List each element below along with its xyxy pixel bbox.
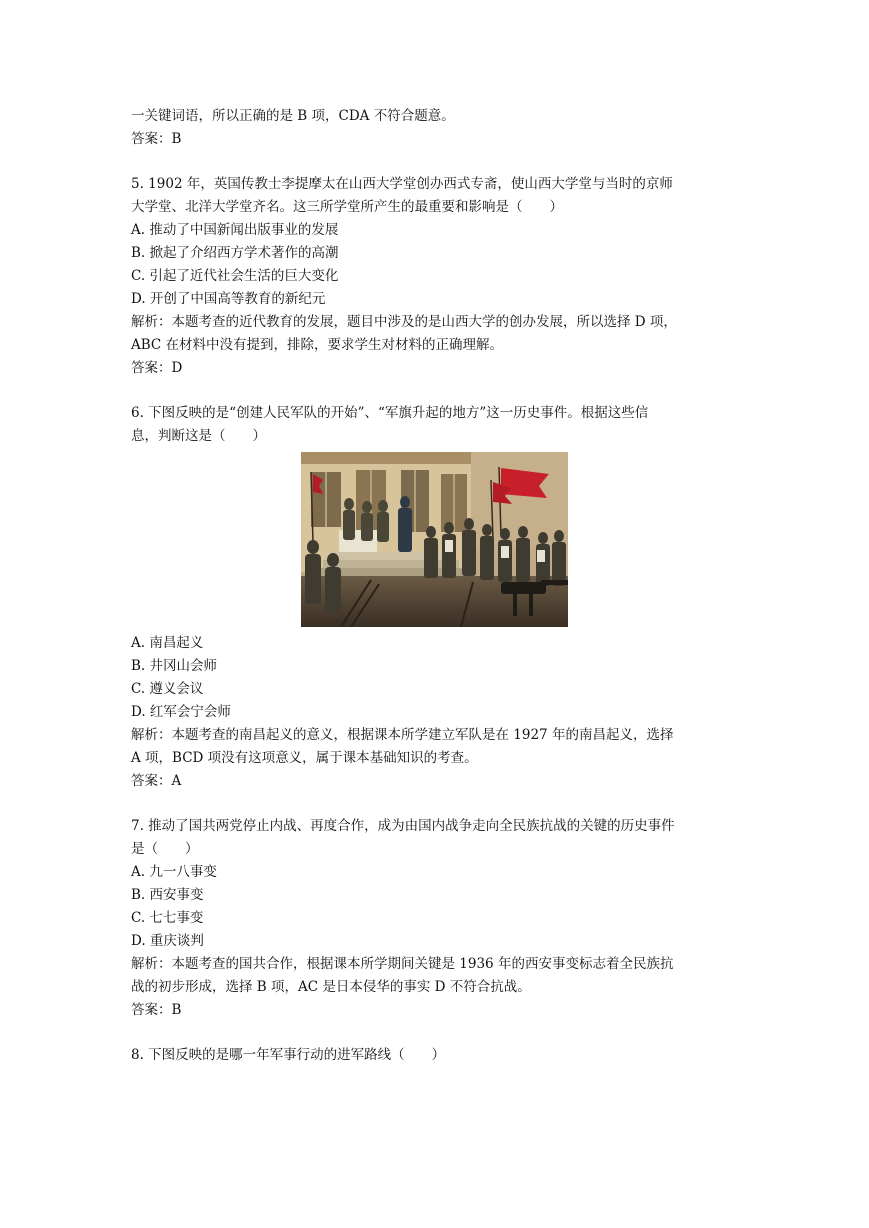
answer-line: 答案：D — [131, 360, 183, 376]
question-stem-line: 是（ ） — [131, 841, 199, 857]
intro-answer: 答案：B — [131, 131, 182, 147]
analysis-line: 解析：本题考查的近代教育的发展，题目中涉及的是山西大学的创办发展，所以选择 D 项， — [131, 314, 677, 330]
question-stem-line: 8. 下图反映的是哪一年军事行动的进军路线（ ） — [131, 1047, 446, 1063]
option-b: B. 掀起了介绍西方学术著作的高潮 — [131, 245, 339, 261]
option-c: C. 遵义会议 — [131, 681, 204, 697]
question-stem-line: 5. 1902 年，英国传教士李提摩太在山西大学堂创办西式专斋，使山西大学堂与当时的京师 — [131, 176, 673, 192]
question-stem-line: 息，判断这是（ ） — [131, 428, 266, 444]
question-8 — [131, 1044, 739, 1067]
analysis-line: 解析：本题考查的国共合作，根据课本所学期间关键是 1936 年的西安事变标志着全民族抗 — [131, 956, 674, 972]
answer-line: 答案：A — [131, 773, 182, 789]
option-d: D. 开创了中国高等教育的新纪元 — [131, 291, 326, 307]
analysis-line: 战的初步形成，选择 B 项，AC 是日本侵华的事实 D 不符合抗战。 — [131, 979, 531, 995]
question-stem-line: 7. 推动了国共两党停止内战、再度合作，成为由国内战争走向全民族抗战的关键的历史事件 — [131, 818, 675, 834]
option-a: A. 推动了中国新闻出版事业的发展 — [131, 222, 339, 238]
question-6 — [131, 402, 739, 793]
option-d: D. 红军会宁会师 — [131, 704, 231, 720]
option-c: C. 引起了近代社会生活的巨大变化 — [131, 268, 339, 284]
option-a: A. 九一八事变 — [131, 864, 217, 880]
analysis-line: ABC 在材料中没有提到，排除，要求学生对材料的正确理解。 — [131, 337, 504, 353]
option-a: A. 南昌起义 — [131, 635, 204, 651]
option-b: B. 井冈山会师 — [131, 658, 218, 674]
question-7 — [131, 815, 739, 1022]
analysis-line: A 项，BCD 项没有这项意义，属于课本基础知识的考查。 — [131, 750, 478, 766]
intro-tail: 一关键词语，所以正确的是 B 项，CDA 不符合题意。 — [131, 108, 455, 124]
question-5 — [131, 173, 739, 380]
nanchang-uprising-painting — [301, 452, 568, 627]
question-stem-line: 大学堂、北洋大学堂齐名。这三所学堂所产生的最重要和影响是（ ） — [131, 199, 563, 215]
painting-container — [131, 452, 739, 630]
answer-line: 答案：B — [131, 1002, 182, 1018]
analysis-line: 解析：本题考查的南昌起义的意义，根据课本所学建立军队是在 1927 年的南昌起义，选择 — [131, 727, 674, 743]
option-d: D. 重庆谈判 — [131, 933, 204, 949]
option-c: C. 七七事变 — [131, 910, 204, 926]
document-body — [131, 105, 739, 1067]
question-stem-line: 6. 下图反映的是“创建人民军队的开始”、“军旗升起的地方”这一历史事件。根据这些信 — [131, 405, 649, 421]
option-b: B. 西安事变 — [131, 887, 204, 903]
